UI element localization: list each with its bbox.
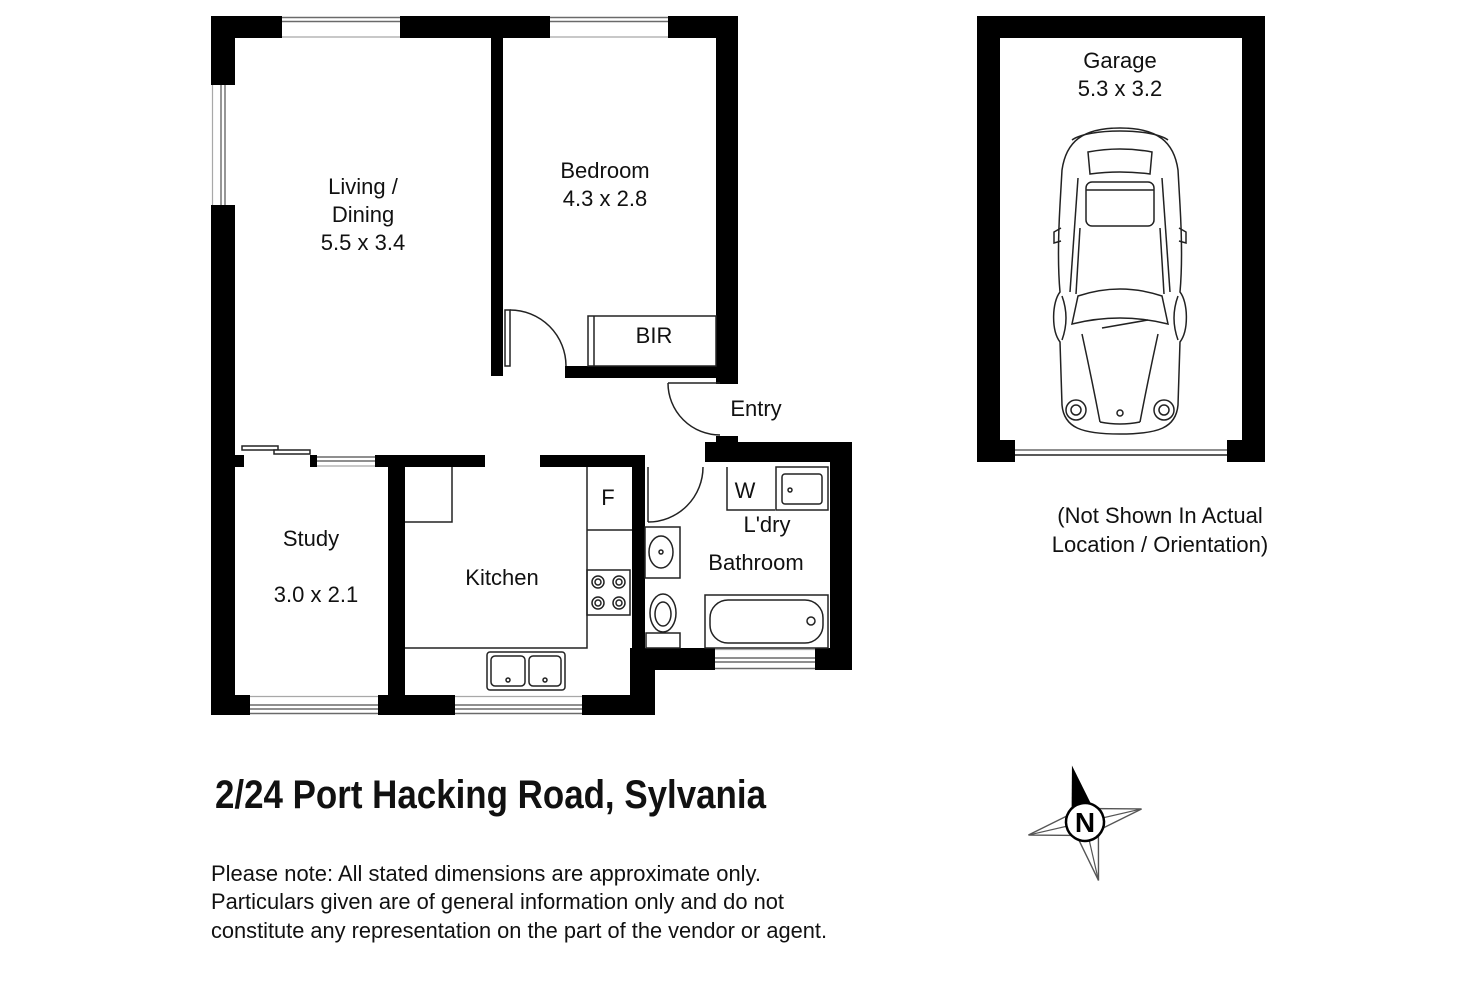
kitchen-counter	[405, 467, 587, 648]
fridge-label: F	[601, 485, 615, 510]
window-bathroom-bottom	[715, 648, 815, 670]
window-bedroom-top	[550, 16, 668, 38]
wall-living-bedroom	[491, 38, 503, 376]
garage-wall-bottom-right	[1227, 440, 1265, 462]
wall-bathroom-top	[705, 442, 852, 462]
door-entry	[668, 383, 720, 435]
kitchen-label: Kitchen	[465, 565, 539, 590]
washer-label: W	[734, 478, 756, 503]
wall-kitchen-bathroom	[632, 455, 645, 648]
disclaimer-line-1: Please note: All stated dimensions are approximate only.	[211, 861, 761, 886]
wall-study-kitchen	[388, 455, 405, 715]
bedroom-label: Bedroom	[560, 158, 650, 183]
toilet-icon	[646, 594, 680, 648]
kitchen-cabinet	[405, 467, 452, 522]
disclaimer-line-3: constitute any representation on the part of the vendor or agent.	[211, 918, 827, 943]
bir-label: BIR	[635, 323, 673, 348]
living-label-line2: Dining	[331, 202, 395, 227]
entry-label: Entry	[730, 396, 782, 421]
study-label: Study	[282, 526, 340, 551]
bath-icon	[705, 595, 828, 648]
garage-note-line1: (Not Shown In Actual	[1057, 503, 1263, 528]
wall-bedroom-bottom	[565, 366, 738, 378]
garage-note-line2: Location / Orientation)	[1051, 532, 1269, 557]
wall-study-top-right	[375, 455, 388, 467]
door-bedroom	[505, 310, 566, 366]
window-study-bottom	[250, 695, 378, 715]
stove-icon	[587, 570, 630, 615]
compass	[1015, 752, 1155, 893]
garage-size: 5.3 x 3.2	[1077, 76, 1163, 101]
laundry-label: L'dry	[743, 512, 791, 537]
living-size: 5.5 x 3.4	[320, 230, 406, 255]
wall-study-top-left	[235, 455, 244, 467]
window-living-left	[211, 85, 235, 205]
living-label-line1: Living /	[328, 174, 398, 199]
garage-wall-top	[977, 16, 1265, 38]
disclaimer	[211, 861, 827, 943]
garage-door	[1015, 450, 1227, 455]
basin-icon	[645, 527, 680, 578]
wall-kitchen-top-left	[388, 455, 485, 467]
garage-wall-bottom-left	[977, 440, 1015, 462]
window-study-top	[317, 455, 375, 467]
wall-kitchen-top-right	[540, 455, 645, 467]
bedroom-size: 4.3 x 2.8	[562, 186, 648, 211]
study-size: 3.0 x 2.1	[273, 582, 359, 607]
sink-icon	[487, 652, 565, 690]
garage-wall-right	[1242, 16, 1265, 462]
garage-label: Garage	[1083, 48, 1157, 73]
sliding-door-study	[242, 446, 310, 454]
wall-right-bedroom	[716, 16, 738, 384]
property-address: 2/24 Port Hacking Road, Sylvania	[215, 773, 767, 817]
wall-study-top-mid	[310, 455, 317, 467]
door-bathroom	[648, 467, 703, 522]
bathroom-label: Bathroom	[708, 550, 804, 575]
unit-walls	[211, 16, 852, 715]
window-living-top	[282, 16, 400, 38]
garage-wall-left	[977, 16, 1000, 462]
disclaimer-line-2: Particulars given are of general information only and do not	[211, 889, 784, 914]
laundry-tub-icon	[776, 467, 828, 510]
compass-north-label: N	[1074, 807, 1096, 838]
wall-bathroom-right	[830, 442, 852, 670]
window-kitchen-bottom	[455, 695, 582, 715]
car-icon	[1054, 128, 1187, 434]
